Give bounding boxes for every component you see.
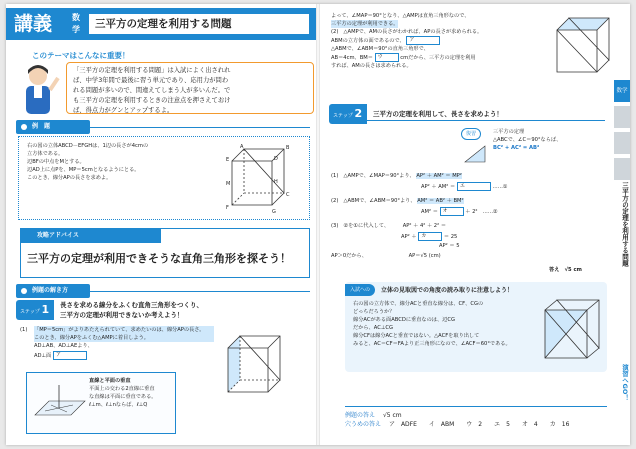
theme-line: も三平方の定理を利用するときの注意点を押さえておけ [73,97,231,104]
cube-label: D [274,156,278,162]
eq-highlight: AP² ＋ AM² ＝ MP² [416,173,462,179]
step1-line: 三平方の定理が利用できないか考えよう！ [60,311,184,319]
blank-field-c[interactable]: ウ [375,53,399,62]
solution-text [34,326,214,360]
step1-line: 長さを求める線分をふくむ直角三角形をつくり、 [60,301,203,309]
blank-field-a[interactable]: ア [53,351,87,360]
solution-section-label [16,284,90,298]
bullet-icon [21,288,27,294]
hint-line: どっちだろうか？ [353,309,395,315]
step2-text: 三平方の定理を利用して、長さを求めよう！ [373,110,503,118]
answer-row [345,411,607,420]
hint-line: 線分CFは線分ACと垂直ではない。△ACFを取り出して [353,333,480,339]
tab[interactable] [614,132,630,154]
blank-field-d[interactable]: エ [457,182,491,191]
example-line: このとき、線分APの長さを求めよ。 [27,175,112,181]
answer-text: 答え √5 cm [549,267,582,273]
answer-label: 例題の答え [345,412,376,419]
theme-box [66,62,314,114]
note-line: ℓ⊥m、ℓ⊥nならば、ℓ⊥Q [89,402,148,408]
example-section-label [16,120,90,134]
example-label-text: 例 題 [32,123,51,130]
advice-box [20,228,310,278]
eq-line: AP² ＝ 5 [439,243,460,249]
item-number: (1) [20,327,28,333]
chapter-tabs [614,80,630,184]
cube-label: A [240,144,244,150]
lecture-badge: 講義 [14,13,53,35]
bullet-icon [21,124,27,130]
review-line: △ABCで、∠C＝90°ならば、 [493,137,562,143]
theme-line: ば、得点力がグンとアップするよ。 [73,107,174,114]
eq-highlight: AM² ＝ AB² ＋ BM² [417,198,464,204]
eq-line: AP² ＋ AM² ＝ エ ……① [421,183,508,190]
plane-diagram [31,381,89,429]
vertical-title: 三平方の定理を利用する問題 [621,182,629,267]
tab[interactable] [614,106,630,128]
answers-box [345,406,607,430]
review-text [493,128,601,152]
blank-field-e[interactable]: オ [440,207,464,216]
divider [90,127,310,128]
go-to-exercise-link[interactable]: 演習へGO！ [621,364,629,401]
tab[interactable] [614,158,630,180]
step-number: 2 [354,107,363,120]
right-line: ABMの立方体の面であるので、 ア [331,36,541,45]
step1-block [16,300,316,322]
cube-label: M [226,181,231,187]
cube-label: F [226,205,229,211]
eq-line: (3) ②を①に代入して、 AP² ＋ 4² ＋ 2² ＝ [331,223,447,229]
eq-line: AP² ＋ カ ＝ 25 [401,233,458,240]
right-triangle-icon [463,144,487,164]
theme-heading: このテーマはこんなに重要！ [32,51,130,60]
hint-box [345,282,607,372]
hint-tag: 入試への [345,284,375,296]
equations [331,172,531,260]
right-line: すれば、AMの長さは求められる。 [331,63,412,69]
review-tag: 復習 [461,128,481,140]
note-line: 平面上の交わる2直線に垂直 [89,386,155,392]
step-number: 1 [41,303,50,316]
cube-label: E [226,157,230,163]
hint-title: 立体の見取図での角度の読み取りに注意しよう！ [381,287,514,294]
cube-label: B [286,145,290,151]
cube-diagram-2 [210,330,290,402]
eq-line: AM² ＝ オ ＋ 2² ……② [421,208,498,215]
fill-answer-label: 穴うめの答え [345,421,382,428]
cube-label: C [286,192,290,198]
fill-answer-items: ア ADFE イ ABM ウ 2 エ 5 オ 4 カ 16 [388,421,570,428]
eq-line: AP＞0だから、 AP＝√5 (cm) [331,253,441,259]
step1-text [60,300,203,320]
hint-line: 右の図の立方体で、線分ACと垂直な線分は、CF、CGの [353,301,484,307]
review-formula: BC² + AC² = AB² [493,145,540,151]
note-box [26,372,176,434]
right-line: よって、∠MAP＝90°となり、△AMPは直角三角形なので、 [331,13,470,19]
theme-line: ば、中学3年間で最後に習う単元であり、応用力が問わ [73,77,229,84]
advice-tag: 攻略アドバイス [21,229,161,243]
left-page [6,4,317,445]
eq-line: (2) △ABMで、∠ABM＝90°より、 AM² ＝ AB² ＋ BM² [331,198,464,204]
cube-label: H [274,179,278,185]
theme-line: 「三平方の定理を利用する問題」は入試によく出されれ [73,67,231,74]
blank-field-f[interactable]: カ [418,232,442,241]
tab-math[interactable]: 数学 [614,80,630,102]
right-page [319,4,630,445]
theme-line: れる問題が多いので、間違えてしまう人が多いんだ。で [73,87,231,94]
right-line: 三平方の定理が利用できる。 [331,21,399,27]
cube-diagram-4 [535,296,603,366]
ad-line [34,351,214,360]
example-line: 立方体である。 [27,151,64,157]
hint-text [353,300,529,348]
note-title: 直線と平面の垂直 [89,378,131,384]
teacher-illustration-icon [14,62,62,118]
step1-badge [16,300,54,320]
solution-line: このとき、線分APをふくむ△AMPに着目しよう。 [34,334,214,342]
answer-value: √5 cm [382,412,402,419]
right-line: (2) △AMPで、AMの長さがわかれば、APの長さが求められる。 [331,29,483,35]
ad-perp-label: AD⊥面 [34,353,52,359]
subject-label: 数学 [72,13,80,34]
cube-diagram-3 [543,12,613,82]
step-badge-text: ステップ [20,309,40,315]
right-top-text [331,12,541,70]
step-badge-text: ステップ [333,113,353,119]
divider [365,120,605,121]
hint-line: みると、AC＝CF＝FAより正三角形になので、∠ACF＝60°である。 [353,341,511,347]
right-line: △ABMで、∠ABM＝90°の直角三角形で、 [331,46,429,52]
cube-diagram [214,141,300,217]
eq-line: (1) △AMPで、∠MAP＝90°より、 AP² ＋ AM² ＝ MP² [331,173,462,179]
cube-label: G [272,209,276,215]
page-title: 三平方の定理を利用する問題 [88,13,310,35]
solution-label-text: 例題の解き方 [32,287,69,294]
example-line: 辺BFの中点をMとする。 [27,159,85,165]
note-text [89,377,175,409]
solution-line: 「MP＝5cm」がよりあたえられていて、求めたいのは、線分APの長さ。 [34,326,214,334]
review-box [461,126,601,166]
advice-text: 三平方の定理が利用できそうな直角三角形を探そう！ [27,252,291,265]
example-line: 辺AD上に点Pを、MP＝5cmとなるようにとる。 [27,167,140,173]
hint-line: 線分ACがある面ABCDに垂直なのは、辺CG [353,317,455,323]
solution-line: AD⊥AB、AD⊥AEより、 [34,343,93,349]
step2-block [329,104,589,126]
review-title: 三平方の定理 [493,129,525,135]
hint-line: だから、AC⊥CG [353,325,393,331]
textbook-spread [6,4,630,445]
example-box [18,136,310,220]
step2-badge [329,104,367,124]
fill-answer-row [345,420,607,429]
example-line: 右の図の立体ABCD－EFGHは、1辺の長さが4cmの [27,143,149,149]
right-line: AB＝4cm、BM＝ ウ cmだから、三平方の定理を利用 [331,54,476,61]
blank-field-b[interactable]: ア [406,36,440,45]
divider [90,291,310,292]
note-line: な直線は平面に垂直である。 [89,394,157,400]
